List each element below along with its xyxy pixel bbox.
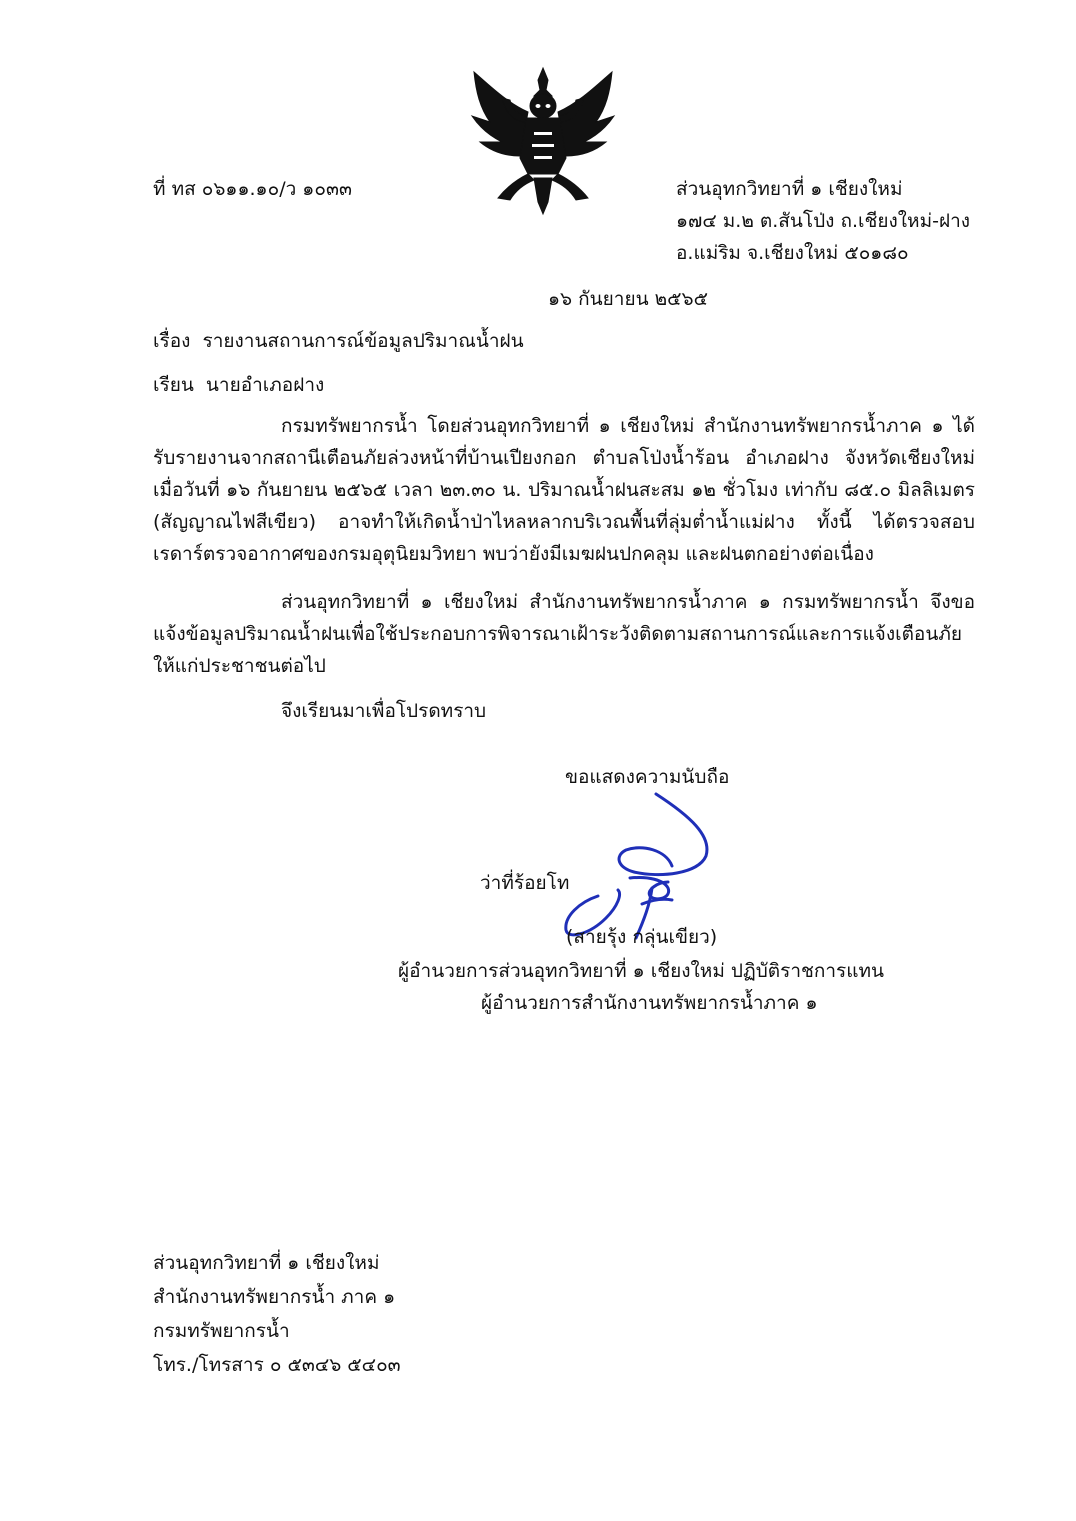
garuda-emblem-icon [466, 62, 620, 220]
footer-line: สำนักงานทรัพยากรน้ำ ภาค ๑ [153, 1286, 396, 1308]
body-paragraph: กรมทรัพยากรน้ำ โดยส่วนอุทกวิทยาที่ ๑ เชียงใหม่ สำนักงานทรัพยากรน้ำภาค ๑ ได้รับรายงานจากสถานีเตือนภัยล่วงหน้าที่บ้านเปียงกอก ตำบลโป่งน้ำร้อน อำเภอฝาง จังหวัดเชียงใหม่ เมื่อวันที่ ๑๖ กันยายน ๒๕๖๕ เวลา ๒๓.๓๐ น. ปริมาณน้ำฝนสะสม ๑๒ ชั่วโมง เท่ากับ ๘๕.๐ มิลลิเมตร (สัญญาณไฟสีเขียว) อาจทำให้เกิดน้ำป่าไหลหลากบริเวณพื้นที่ลุ่มต่ำน้ำแม่ฝาง ทั้งนี้ ได้ตรวจสอบเรดาร์ตรวจอากาศของกรมอุตุนิยมวิทยา พบว่ายังมีเมฆฝนปกคลุม และฝนตกอย่างต่อเนื่อง [153, 415, 975, 565]
salutation: ขอแสดงความนับถือ [565, 766, 730, 788]
closing-request: จึงเรียนมาเพื่อโปรดทราบ [281, 700, 487, 722]
body-paragraph: ส่วนอุทกวิทยาที่ ๑ เชียงใหม่ สำนักงานทรัพยากรน้ำภาค ๑ กรมทรัพยากรน้ำ จึงขอแจ้งข้อมูลปริมาณน้ำฝนเพื่อใช้ประกอบการพิจารณาเฝ้าระวังติดตามสถานการณ์และการแจ้งเตือนภัยให้แก่ประชาชนต่อไป [153, 591, 975, 677]
sender-address-line: อ.แม่ริม จ.เชียงใหม่ ๕๐๑๘๐ [676, 242, 909, 264]
recipient-text: นายอำเภอฝาง [205, 374, 325, 396]
sender-address-line: ส่วนอุทกวิทยาที่ ๑ เชียงใหม่ [676, 178, 903, 200]
signatory-name: (สายรุ้ง กลุ่นเขียว) [566, 926, 718, 948]
letter-date: ๑๖ กันยายน ๒๕๖๕ [548, 288, 708, 310]
recipient-line [153, 370, 324, 400]
subject-text: รายงานสถานการณ์ข้อมูลปริมาณน้ำฝน [202, 330, 524, 352]
subject-label: เรื่อง [153, 330, 191, 352]
footer-phone: โทร./โทรสาร ๐ ๕๓๔๖ ๕๔๐๓ [153, 1354, 401, 1376]
signatory-position: ผู้อำนวยการส่วนอุทกวิทยาที่ ๑ เชียงใหม่ ปฏิบัติราชการแทน [398, 960, 885, 982]
footer-line: กรมทรัพยากรน้ำ [153, 1320, 290, 1342]
footer-line: ส่วนอุทกวิทยาที่ ๑ เชียงใหม่ [153, 1252, 380, 1274]
reference-number: ที่ ทส ๐๖๑๑.๑๐/ว ๑๐๓๓ [153, 178, 352, 200]
handwritten-signature-icon [560, 792, 720, 940]
signatory-rank: ว่าที่ร้อยโท [480, 872, 570, 894]
sender-address-line: ๑๗๔ ม.๒ ต.สันโป่ง ถ.เชียงใหม่-ฝาง [676, 210, 971, 232]
signatory-position: ผู้อำนวยการสำนักงานทรัพยากรน้ำภาค ๑ [481, 992, 818, 1014]
recipient-label: เรียน [153, 374, 194, 396]
subject-line [153, 326, 524, 356]
